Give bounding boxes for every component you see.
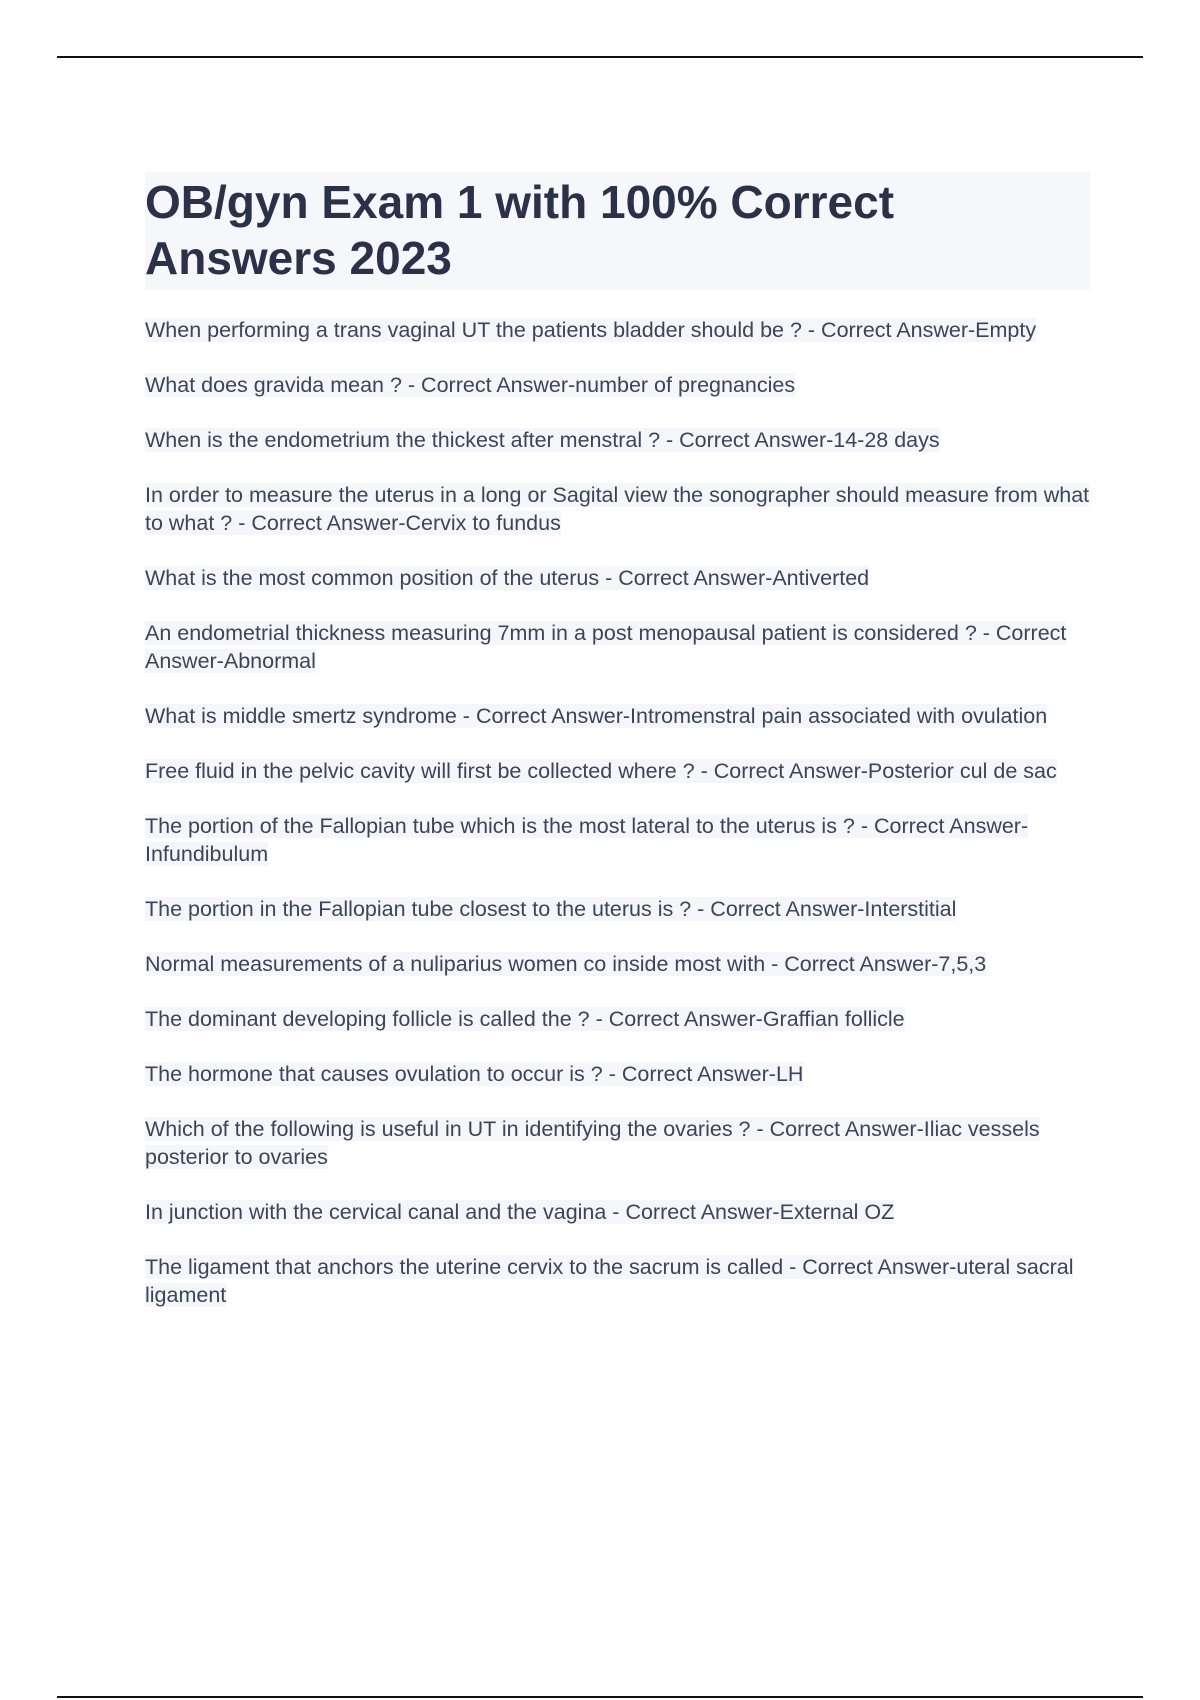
- qa-item: [145, 895, 1090, 923]
- qa-text: What does gravida mean ? - Correct Answer-number of pregnancies: [145, 373, 796, 397]
- qa-item: [145, 1253, 1090, 1309]
- qa-list: [145, 316, 1090, 1309]
- qa-item: [145, 481, 1090, 537]
- qa-text: The ligament that anchors the uterine cervix to the sacrum is called - Correct Answer-uteral sacral ligament: [145, 1255, 1074, 1307]
- qa-text: What is middle smertz syndrome - Correct Answer-Intromenstral pain associated with ovulation: [145, 704, 1048, 728]
- document-body: [145, 172, 1090, 1336]
- qa-text: In order to measure the uterus in a long or Sagital view the sonographer should measure from what to what ? - Correct Answer-Cervix to fundus: [145, 483, 1090, 535]
- qa-item: [145, 1060, 1090, 1088]
- qa-item: [145, 1005, 1090, 1033]
- qa-text: Normal measurements of a nuliparius women co inside most with - Correct Answer-7,5,3: [145, 952, 987, 976]
- qa-text: Free fluid in the pelvic cavity will first be collected where ? - Correct Answer-Posterior cul de sac: [145, 759, 1057, 783]
- document-title: OB/gyn Exam 1 with 100% Correct Answers 2023: [145, 176, 895, 284]
- qa-item: [145, 426, 1090, 454]
- qa-text: When is the endometrium the thickest after menstral ? - Correct Answer-14-28 days: [145, 428, 940, 452]
- qa-item: [145, 619, 1090, 675]
- qa-text: An endometrial thickness measuring 7mm in a post menopausal patient is considered ? - Correct Answer-Abnormal: [145, 621, 1067, 673]
- qa-text: The dominant developing follicle is called the ? - Correct Answer-Graffian follicle: [145, 1007, 905, 1031]
- qa-text: The portion of the Fallopian tube which is the most lateral to the uterus is ? - Correct Answer-Infundibulum: [145, 814, 1029, 866]
- qa-text: The portion in the Fallopian tube closest to the uterus is ? - Correct Answer-Interstitial: [145, 897, 957, 921]
- bottom-rule: [57, 1696, 1143, 1698]
- qa-item: [145, 371, 1090, 399]
- qa-item: [145, 950, 1090, 978]
- qa-text: The hormone that causes ovulation to occur is ? - Correct Answer-LH: [145, 1062, 804, 1086]
- top-rule: [57, 56, 1143, 58]
- qa-item: [145, 564, 1090, 592]
- qa-text: When performing a trans vaginal UT the patients bladder should be ? - Correct Answer-Empty: [145, 318, 1037, 342]
- qa-text: In junction with the cervical canal and the vagina - Correct Answer-External OZ: [145, 1200, 895, 1224]
- qa-item: [145, 1115, 1090, 1171]
- qa-item: [145, 316, 1090, 344]
- title-block: [145, 172, 1090, 290]
- qa-item: [145, 1198, 1090, 1226]
- qa-text: Which of the following is useful in UT in identifying the ovaries ? - Correct Answer-Iliac vessels posterior to ovaries: [145, 1117, 1040, 1169]
- qa-item: [145, 757, 1090, 785]
- qa-item: [145, 812, 1090, 868]
- qa-text: What is the most common position of the uterus - Correct Answer-Antiverted: [145, 566, 870, 590]
- qa-item: [145, 702, 1090, 730]
